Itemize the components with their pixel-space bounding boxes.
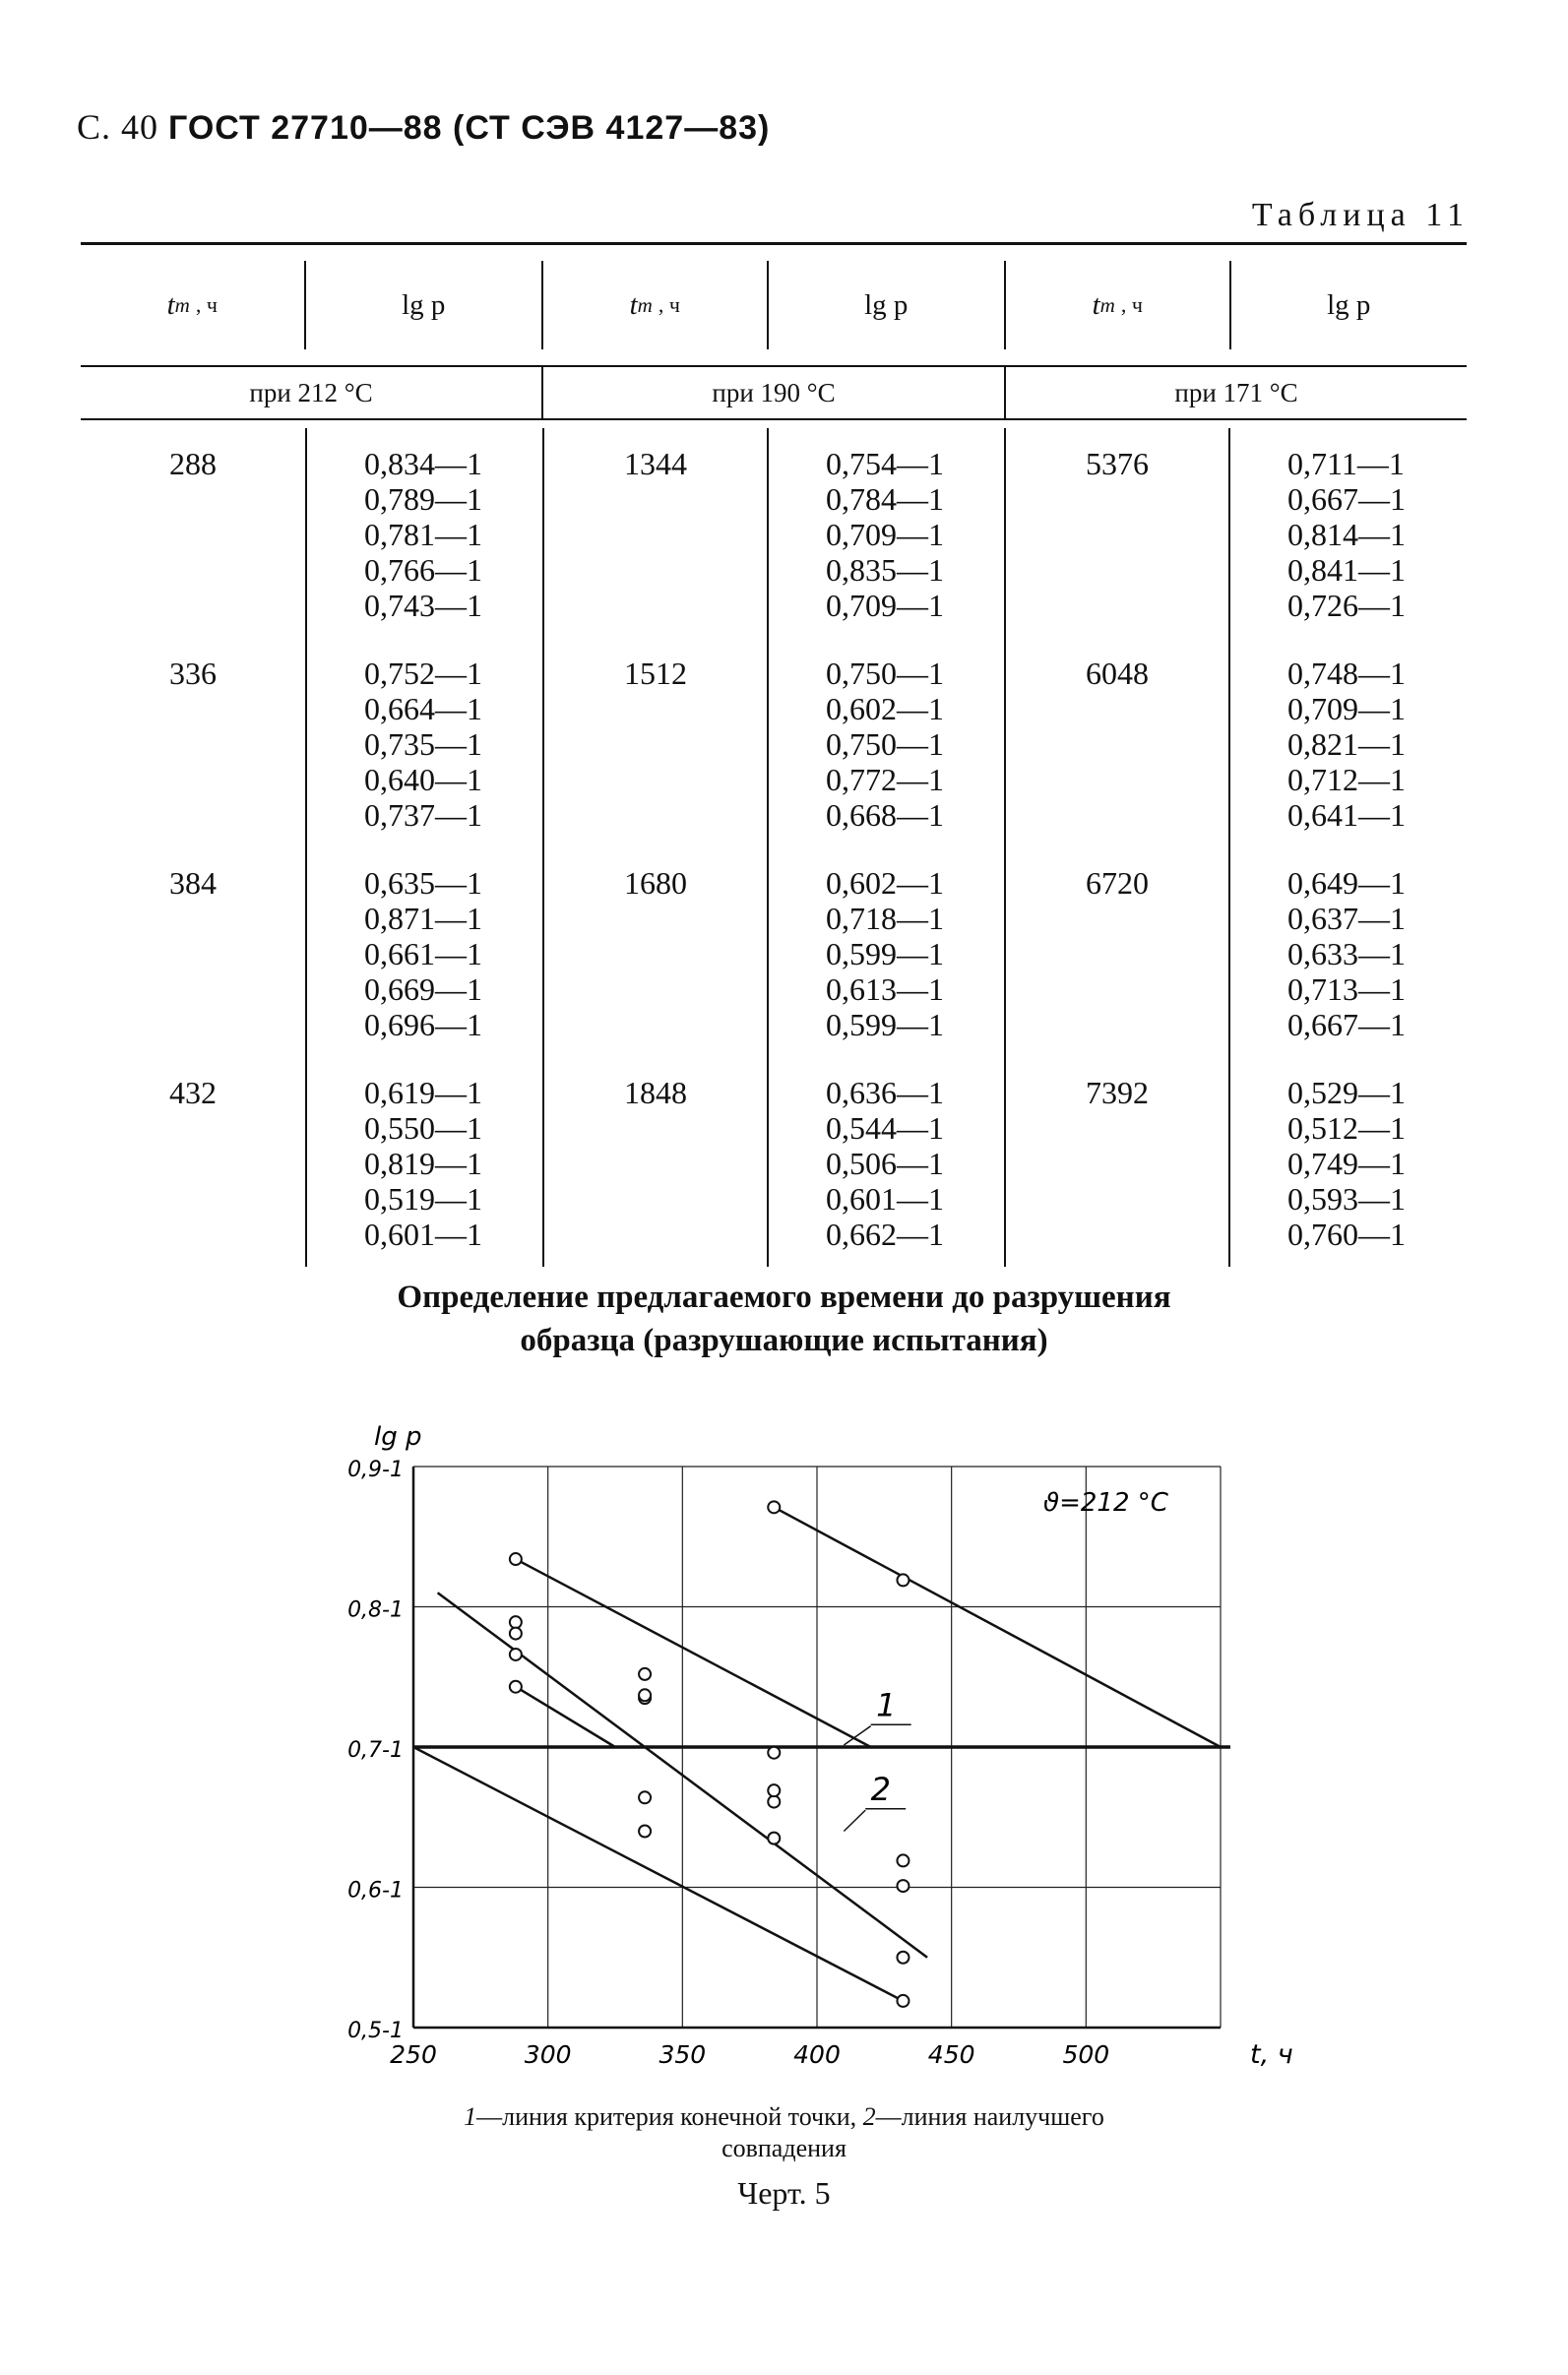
lgp-values (767, 1057, 1004, 1267)
temperature-label-2: при 171 °С (1004, 367, 1467, 418)
y-tick-label: 0,5-1 (347, 2019, 404, 2043)
lgp-value: 0,814—1 (1287, 517, 1406, 552)
tm-value: 336 (169, 656, 217, 691)
lgp-value: 0,593—1 (1287, 1181, 1406, 1217)
y-axis-label: lg p (374, 1422, 422, 1452)
legend-number-1: 1 (464, 2102, 477, 2131)
table-temperature-row (81, 367, 1467, 418)
data-point (768, 1784, 780, 1796)
header-tm-2: t m , ч (1004, 261, 1229, 349)
lgp-value: 0,613—1 (826, 971, 944, 1007)
table-row (81, 847, 1467, 1057)
legend-text-1: —линия критерия конечной точки, (476, 2102, 857, 2131)
tm-value: 6048 (1004, 638, 1228, 847)
lgp-value: 0,640—1 (364, 762, 482, 797)
line-1-label: 1 (876, 1686, 897, 1724)
data-point (768, 1747, 780, 1759)
figure-label: Черт. 5 (737, 2175, 831, 2211)
lgp-value: 0,602—1 (826, 691, 944, 726)
lgp-values (767, 428, 1004, 638)
lgp-values (1228, 847, 1466, 1057)
lgp-value: 0,835—1 (826, 552, 944, 588)
header-lgp-2: lg p (1229, 261, 1467, 349)
lgp-value: 0,743—1 (364, 588, 482, 623)
lgp-value: 0,519—1 (364, 1181, 482, 1217)
lgp-value: 0,726—1 (1287, 588, 1406, 623)
table-row (81, 638, 1467, 847)
table-row (81, 1057, 1467, 1267)
data-point (897, 1995, 909, 2007)
data-point (639, 1826, 651, 1838)
table-header-row (81, 245, 1467, 365)
lgp-value: 0,841—1 (1287, 552, 1406, 588)
data-point (897, 1854, 909, 1866)
lgp-value: 0,637—1 (1287, 901, 1406, 936)
lgp-values (767, 638, 1004, 847)
lgp-value: 0,711—1 (1287, 446, 1405, 481)
lgp-value: 0,635—1 (364, 865, 482, 901)
page-header (77, 106, 770, 148)
temperature-annotation: ϑ=212 °С (1043, 1488, 1168, 1518)
x-tick-label: 450 (927, 2040, 975, 2069)
data-point (897, 1574, 909, 1586)
lgp-value: 0,602—1 (826, 865, 944, 901)
lgp-values (305, 428, 542, 638)
data-table (81, 242, 1467, 1267)
tm-value: 1512 (542, 638, 767, 847)
lgp-values (767, 847, 1004, 1057)
lgp-value: 0,661—1 (364, 936, 482, 971)
tm-value: 1344 (542, 428, 767, 638)
lgp-value: 0,601—1 (364, 1217, 482, 1252)
line-2-label: 2 (870, 1771, 892, 1809)
lgp-value: 0,750—1 (826, 726, 944, 762)
lgp-value: 0,712—1 (1287, 762, 1406, 797)
legend-text-3: совпадения (721, 2134, 847, 2162)
lgp-value: 0,512—1 (1287, 1110, 1406, 1146)
lgp-value: 0,633—1 (1287, 936, 1406, 971)
lgp-value: 0,641—1 (1287, 797, 1406, 833)
lgp-value: 0,748—1 (1287, 656, 1406, 691)
y-tick-label: 0,8-1 (347, 1597, 404, 1623)
lgp-values (305, 1057, 542, 1267)
x-tick-label: 300 (524, 2040, 572, 2069)
tm-value: 432 (169, 1075, 217, 1110)
data-point (768, 1501, 780, 1513)
standard-title: ГОСТ 27710—88 (СТ СЭВ 4127—83) (168, 109, 771, 147)
data-point (639, 1791, 651, 1803)
line-2-leader (844, 1810, 865, 1831)
tm-value: 7392 (1004, 1057, 1228, 1267)
lgp-value: 0,599—1 (826, 936, 944, 971)
lgp-value: 0,760—1 (1287, 1217, 1406, 1252)
tm-value: 5376 (1004, 428, 1228, 638)
lgp-value: 0,599—1 (826, 1007, 944, 1042)
lgp-value: 0,619—1 (364, 1075, 482, 1110)
lgp-value: 0,696—1 (364, 1007, 482, 1042)
lgp-values (305, 847, 542, 1057)
figure-title-line-1: Определение предлагаемого времени до разрушения (397, 1280, 1171, 1315)
x-axis-label: t, ч (1250, 2039, 1293, 2070)
lgp-value: 0,766—1 (364, 552, 482, 588)
lgp-value: 0,649—1 (1287, 865, 1406, 901)
lgp-value: 0,718—1 (826, 901, 944, 936)
lgp-value: 0,601—1 (826, 1181, 944, 1217)
tm-value: 288 (169, 446, 217, 481)
lgp-value: 0,709—1 (1287, 691, 1406, 726)
data-point (510, 1649, 522, 1660)
y-tick-label: 0,7-1 (347, 1738, 404, 1763)
lgp-value: 0,821—1 (1287, 726, 1406, 762)
lgp-value: 0,772—1 (826, 762, 944, 797)
tm-value: 6720 (1004, 847, 1228, 1057)
lgp-value: 0,709—1 (826, 517, 944, 552)
fit-line (413, 1747, 903, 2001)
data-point (510, 1616, 522, 1628)
x-tick-label: 500 (1062, 2040, 1110, 2069)
tm-value: 1680 (542, 847, 767, 1057)
figure-title (0, 1276, 1568, 1362)
lgp-value: 0,709—1 (826, 588, 944, 623)
lgp-value: 0,667—1 (1287, 1007, 1406, 1042)
header-lgp-1: lg p (767, 261, 1004, 349)
table-body (81, 420, 1467, 1267)
lgp-value: 0,752—1 (364, 656, 482, 691)
lgp-values (1228, 428, 1466, 638)
figure-title-line-2: образца (разрушающие испытания) (520, 1323, 1048, 1358)
tm-value: 1848 (542, 1057, 767, 1267)
data-point (510, 1553, 522, 1565)
lgp-value: 0,667—1 (1287, 481, 1406, 517)
legend-text-2: —линия наилучшего (875, 2102, 1104, 2131)
data-point (639, 1689, 651, 1701)
lgp-values (1228, 1057, 1466, 1267)
data-point (897, 1880, 909, 1892)
lgp-value: 0,713—1 (1287, 971, 1406, 1007)
table-row (81, 428, 1467, 638)
y-tick-label: 0,9-1 (347, 1458, 404, 1482)
data-point (510, 1628, 522, 1640)
figure-legend (0, 2101, 1568, 2164)
chart (315, 1407, 1299, 2077)
lgp-values (305, 638, 542, 847)
lgp-value: 0,636—1 (826, 1075, 944, 1110)
lgp-value: 0,662—1 (826, 1217, 944, 1252)
lgp-value: 0,781—1 (364, 517, 482, 552)
y-tick-label: 0,6-1 (347, 1878, 404, 1904)
data-point (510, 1681, 522, 1693)
x-tick-label: 250 (390, 2040, 437, 2069)
lgp-value: 0,669—1 (364, 971, 482, 1007)
x-tick-label: 400 (793, 2040, 841, 2069)
lgp-value: 0,544—1 (826, 1110, 944, 1146)
lgp-values (1228, 638, 1466, 847)
lgp-value: 0,550—1 (364, 1110, 482, 1146)
lgp-value: 0,506—1 (826, 1146, 944, 1181)
lgp-value: 0,735—1 (364, 726, 482, 762)
header-tm-0: t m , ч (166, 288, 218, 321)
data-point (768, 1833, 780, 1844)
lgp-value: 0,737—1 (364, 797, 482, 833)
lgp-value: 0,754—1 (826, 446, 944, 481)
fit-line (516, 1687, 615, 1747)
fit-line (774, 1507, 1221, 1747)
lgp-value: 0,834—1 (364, 446, 482, 481)
legend-number-2: 2 (862, 2102, 876, 2131)
temperature-label-0: при 212 °С (249, 377, 373, 407)
data-point (897, 1952, 909, 1964)
lgp-value: 0,529—1 (1287, 1075, 1406, 1110)
tm-value: 384 (169, 865, 217, 901)
header-lgp-0: lg p (304, 261, 541, 349)
lgp-value: 0,871—1 (364, 901, 482, 936)
header-tm-1: t m , ч (541, 261, 767, 349)
page-number: С. 40 (77, 107, 159, 147)
lgp-value: 0,789—1 (364, 481, 482, 517)
data-point (639, 1668, 651, 1680)
lgp-value: 0,749—1 (1287, 1146, 1406, 1181)
lgp-value: 0,668—1 (826, 797, 944, 833)
table-title: Таблица 11 (1251, 197, 1470, 233)
temperature-label-1: при 190 °С (541, 367, 1004, 418)
x-tick-label: 350 (659, 2040, 707, 2069)
lgp-value: 0,750—1 (826, 656, 944, 691)
lgp-value: 0,664—1 (364, 691, 482, 726)
lgp-value: 0,784—1 (826, 481, 944, 517)
lgp-value: 0,819—1 (364, 1146, 482, 1181)
data-point (768, 1796, 780, 1808)
